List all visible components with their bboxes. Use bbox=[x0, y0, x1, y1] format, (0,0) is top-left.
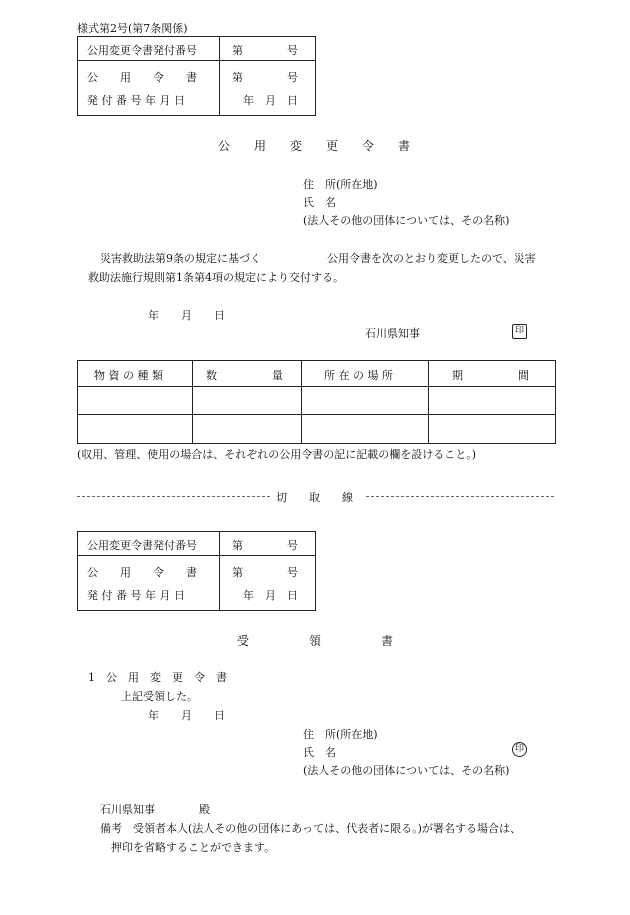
issue-date-value: 年 月 日 bbox=[243, 589, 298, 602]
body-line-2: 救助法施行規則第1条第4項の規定により交付する。 bbox=[88, 271, 344, 284]
name-label: 氏 名 bbox=[303, 196, 336, 209]
table-col-divider bbox=[301, 360, 302, 443]
seal-icon: 印 bbox=[512, 742, 527, 757]
issue-date-label: 発 付 番 号 年 月 日 bbox=[87, 589, 185, 602]
receipt-received: 上記受領した。 bbox=[121, 690, 198, 703]
receipt-item: 1 公 用 変 更 令 書 bbox=[88, 671, 227, 684]
change-order-number-label: 公用変更令書発付番号 bbox=[87, 44, 197, 57]
table-header-location: 所 在 の 場 所 bbox=[324, 369, 393, 382]
table-note: (収用、管理、使用の場合は、それぞれの公用令書の記に記載の欄を設けること。) bbox=[77, 448, 477, 461]
change-order-number-value: 第 号 bbox=[232, 539, 298, 552]
issue-date-label: 発 付 番 号 年 月 日 bbox=[87, 94, 185, 107]
box-divider bbox=[77, 555, 315, 556]
cut-line-left bbox=[77, 496, 270, 497]
form-label: 様式第2号(第7条関係) bbox=[77, 22, 188, 35]
table-row-divider bbox=[77, 414, 555, 415]
document-title: 公 用 変 更 令 書 bbox=[218, 139, 411, 153]
receipt-name-label: 氏 名 bbox=[303, 746, 336, 759]
table-col-divider bbox=[428, 360, 429, 443]
order-number-value: 第 号 bbox=[232, 71, 298, 84]
cut-line-right bbox=[366, 496, 554, 497]
table-header-quantity: 数 量 bbox=[206, 369, 283, 382]
body-line-1: 災害救助法第9条の規定に基づく 公用令書を次のとおり変更したので、災害 bbox=[100, 252, 536, 265]
issue-date-value: 年 月 日 bbox=[243, 94, 298, 107]
receipt-note: (法人その他の団体については、その名称) bbox=[303, 764, 510, 777]
box-divider bbox=[77, 60, 315, 61]
receipt-title: 受 領 書 bbox=[237, 634, 394, 648]
issuer-title: 石川県知事 bbox=[365, 327, 420, 340]
table-header-period: 期 間 bbox=[452, 369, 529, 382]
receipt-address-label: 住 所(所在地) bbox=[303, 728, 378, 741]
address-label: 住 所(所在地) bbox=[303, 178, 378, 191]
change-order-number-value: 第 号 bbox=[232, 44, 298, 57]
table-header-goods-type: 物 資 の 種 類 bbox=[94, 369, 163, 382]
remarks-line-2: 押印を省略することができます。 bbox=[111, 841, 276, 854]
issue-date: 年 月 日 bbox=[148, 309, 225, 322]
order-number-value: 第 号 bbox=[232, 566, 298, 579]
box-divider bbox=[219, 531, 220, 610]
order-label: 公 用 令 書 bbox=[87, 71, 197, 84]
cut-line-label: 切 取 線 bbox=[276, 491, 353, 504]
remarks-line-1: 備考 受領者本人(法人その他の団体にあっては、代表者に限る。)が署名する場合は、 bbox=[100, 822, 521, 835]
box-divider bbox=[219, 36, 220, 115]
addressee-note: (法人その他の団体については、その名称) bbox=[303, 214, 510, 227]
receipt-date: 年 月 日 bbox=[148, 709, 225, 722]
seal-icon: 印 bbox=[512, 324, 527, 339]
change-order-number-label: 公用変更令書発付番号 bbox=[87, 539, 197, 552]
order-label: 公 用 令 書 bbox=[87, 566, 197, 579]
table-col-divider bbox=[192, 360, 193, 443]
receipt-addressee: 石川県知事 殿 bbox=[100, 803, 210, 816]
table-row-divider bbox=[77, 386, 555, 387]
